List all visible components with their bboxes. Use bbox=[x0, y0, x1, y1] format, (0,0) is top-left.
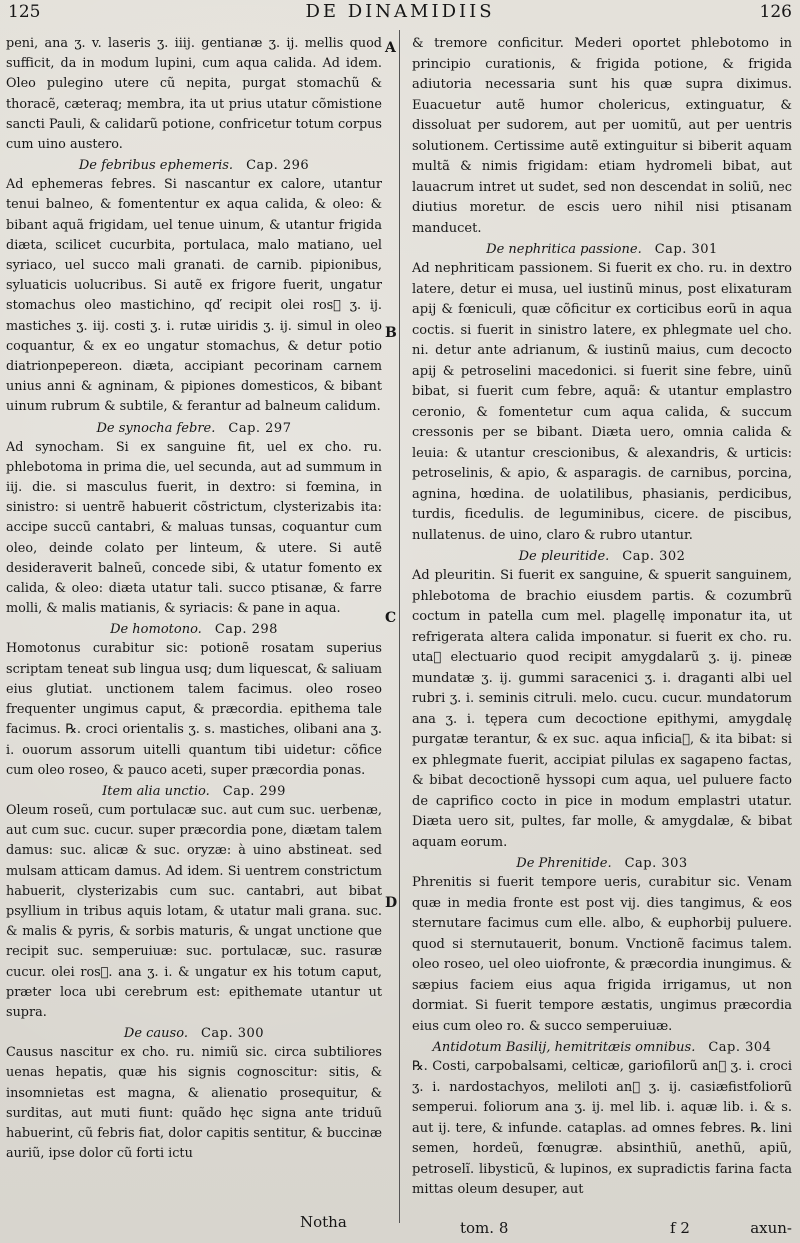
chapter-number: Cap. 302 bbox=[622, 549, 686, 564]
text-paragraph: Ad pleuritin. Si fuerit ex sanguine, & spuerit sanguinem, phlebotoma de brachio eiusdem partis. & cozumbrũ coctum in patella cum mel. plagellę imponatur ita, ut refrigerata altera calida imponatur. si fuerit ex cho. ru. utaᷓ electuario quod recipit amygdalarũ ʒ. ij. pineæ mundatæ ʒ. ij. gummi saracenici ʒ. i. draganti albi uel rubri ʒ. i. seminis citruli. melo. cucu. cucur. mundatorum ana ʒ. i. tępera cum decoctione epithymi, amygdalę purgatæ terantur, & ex suc. aqua inficiaᷓ, & ita bibat: si ex phlegmate fuerit, accipiat pilulas ex sagapeno factas, & bibat decoctionẽ hyssopi cum aqua, uel puluere facto de caprifico cocto in pice in modum emplastri utatur. Diæta uero sit, pultes, far molle, & amygdalæ, & bibat aquam eorum. bbox=[412, 568, 792, 850]
chapter-title: Antidotum Basilij, hemitritæis omnibus. bbox=[432, 1040, 696, 1055]
signature-tome: tom. 8 bbox=[460, 1219, 509, 1237]
text-paragraph: Ad ephemeras febres. Si nascantur ex calore, utantur tenui balneo, & fomententur ex aqua calida, & oleo: & bibant aquã frigidam, uel tenue uinum, & utantur frigida diæta, scilicet cucurbita, portulaca, malo matiano, uel syriaco, uel succo mali granati. de carnib. pipionibus, syluaticis uolucribus. Si autẽ ex frigore fuerit, ungatur stomachus oleo mastichino, qď recipit olei rosᷓ ʒ. ij. mastiches ʒ. iij. costi ʒ. i. rutæ uiridis ʒ. ij. simul in oleo coquantur, & ex eo ungatur stomachus, & detur potio diatrionpepereon. diæta, accipiant pecorinam carnem unius anni & agninam, & pipiones domesticos, & bibant uinum rubrum & subtile, & ferantur ad balneum calidum. bbox=[6, 177, 382, 415]
running-title: DE DINAMIDIIS bbox=[305, 1, 495, 22]
chapter-number: Cap. 303 bbox=[624, 856, 688, 871]
left-column bbox=[6, 34, 382, 1164]
text-paragraph: Oleum roseũ, cum portulacæ suc. aut cum suc. uerbenæ, aut cum suc. cucur. super præcordia pone, diætam talem damus: suc. alicæ & suc. oryzæ: à uino abstineat. sed mulsam atticam damus. Ad idem. Si uentrem constrictum habuerit, clysterizabis cum suc. cantabri, aut bibat psyllium in tribus aquis lotam, & utatur mali grana. suc. & malis & pyris, & sorbis maturis, & ungat unctione que recipit suc. semperuiuæ: suc. portulacæ, suc. rasuræ cucur. olei rosᷓ. ana ʒ. i. & ungatur ex his totum caput, præter loca ubi cerebrum est: epithemate utantur ut supra. bbox=[6, 802, 382, 1020]
right-column bbox=[412, 34, 792, 1201]
text-paragraph: Ad synocham. Si ex sanguine fit, uel ex cho. ru. phlebotoma in prima die, uel secunda, aut ad summum in iij. die. si masculus fuerit, in dextro: si fœmina, in sinistro: si uentrẽ habuerit cõstrictum, clysterizabis ita: accipe succũ cantabri, & maluas tunsas, coquantur cum oleo, deinde colato per linteum, & utere. Si autẽ desideraverit balneũ, concede sibi, & utatur fomento ex calida, & oleo: diæta utatur tali. succo ptisanæ, & farre molli, & malis matianis, & syriacis: & pane in aqua. bbox=[6, 439, 382, 617]
text-paragraph: Ad nephriticam passionem. Si fuerit ex cho. ru. in dextro latere, detur ei musa, uel iustinũ minus, post elixaturam apij & fœniculi, quæ cõficitur ex corticibus eorũ in aqua coctis. si fuerit in sinistro latere, ex phlegmate uel cho. ni. detur ante adrianum, & iustinũ maius, cum decocto apij & petroselini macedonici. si fuerit sine febre, uinũ bibat, si fuerit cum febre, aquã: & utantur emplastro ceronio, & fomentetur cum aqua calida, & succum cressonis per se bibant. Diæta uero, omnia calida & leuia: & utantur crescionibus, & alexandris, & urticis: petroselinis, & apio, & asparagis. de carnibus, porcina, agnina, hœdina. de uolatilibus, phasianis, perdicibus, turdis, ficedulis. de leguminibus, cicere. de piscibus, nullatenus. de uino, claro & rubro utantur. bbox=[412, 261, 792, 543]
chapter-number: Cap. 301 bbox=[654, 242, 718, 257]
chapter-title: De causo. bbox=[123, 1026, 188, 1042]
margin-marker-a: A bbox=[385, 40, 396, 56]
chapter-heading bbox=[412, 854, 792, 873]
chapter-heading bbox=[6, 1024, 382, 1043]
text-paragraph: ℞. Costi, carpobalsami, celticæ, gariofilorũ anᷓ ʒ. i. croci ʒ. i. nardostachyos, meliloti anᷓ ʒ. ij. casiæfistfoliorũ semperui. foliorum ana ʒ. ij. mel lib. i. aquæ lib. i. & s. aut ij. tere, & infunde. cataplas. ad omnes febres. ℞. lini semen, hordeũ, fœnugræ. absinthiũ, anethũ, apiũ, petroselĩ. libysticũ, & lupinos, ex supradictis farina facta mittas oleum desuper, aut bbox=[412, 1059, 792, 1197]
text-paragraph: Causus nascitur ex cho. ru. nimiũ sic. circa subtiliores uenas hepatis, quæ his signis cognoscitur: sitis, & insomnietas est magna, & alienatio prosequitur, & surditas, aut muti fiunt: quãdo hęc signa ante triduũ habuerint, cũ febris fiat, dolor capitis sentitur, & buccinæ auriũ, ipse dolor cũ forti ictu bbox=[6, 1045, 382, 1162]
catchword-left: Notha bbox=[300, 1213, 347, 1231]
margin-marker-c: C bbox=[385, 610, 397, 626]
chapter-heading bbox=[412, 1038, 792, 1057]
chapter-title: De synocha febre. bbox=[96, 420, 216, 436]
chapter-heading bbox=[6, 782, 382, 801]
chapter-number: Cap. 296 bbox=[246, 158, 310, 174]
text-paragraph: & tremore conficitur. Mederi oportet phlebotomo in principio curationis, & frigida potione, & frigida adiutoria necessaria sunt his quæ supra diximus. Euacuetur autẽ humor cholericus, extinguatur, & dissoluat per sudorem, aut per uomitũ, aut per uentris solutionem. Certissime autẽ extinguitur si biberit aquam multã & nimis frigidam: etiam hydromeli bibat, aut lauacrum intret ut sudet, sed non descendat in soliũ, nec diutius moretur. de escis uero nihil nisi ptisanam manducet. bbox=[412, 36, 792, 236]
chapter-number: Cap. 299 bbox=[222, 783, 286, 799]
chapter-number: Cap. 297 bbox=[228, 420, 292, 436]
chapter-title: Item alia unctio. bbox=[102, 783, 210, 799]
text-paragraph: Homotonus curabitur sic: potionẽ rosatam superius scriptam teneat sub lingua usq; dum liquescat, & saliuam eius glutiat. unctionem talem facimus. oleo roseo frequenter ungimus caput, & præcordia. epithema tale facimus. ℞. croci orientalis ʒ. s. mastiches, olibani ana ʒ. i. ouorum assorum uitelli quantum tibi uidetur: cõfice cum oleo roseo, & pauco aceti, super præcordia ponas. bbox=[6, 641, 382, 778]
margin-marker-d: D bbox=[385, 895, 398, 911]
column-divider bbox=[399, 30, 400, 1223]
chapter-heading bbox=[412, 547, 792, 566]
signature-mark: f 2 bbox=[670, 1219, 690, 1237]
text-paragraph: Phrenitis si fuerit tempore ueris, curabitur sic. Venam quæ in media fronte est post vij. dies tangimus, & eos sternutare facimus cum elle. albo, & euphorbij puluere. quod si sternutauerit, bonum. Vnctionẽ facimus talem. oleo roseo, uel oleo uiofronte, & præcordia inungimus. & sæpius faciem eius aqua frigida irrigamus, ut non dormiat. Si fuerit tempore æstatis, ungimus præcordia eius cum oleo ro. & succo semperuiuæ. bbox=[412, 875, 792, 1034]
chapter-number: Cap. 300 bbox=[200, 1026, 265, 1042]
catchword-right: axun- bbox=[750, 1219, 792, 1237]
page-number-right: 126 bbox=[759, 2, 792, 22]
chapter-heading bbox=[6, 419, 382, 438]
chapter-heading bbox=[6, 156, 382, 175]
chapter-heading bbox=[6, 620, 382, 639]
chapter-number: Cap. 304 bbox=[708, 1040, 772, 1055]
chapter-title: De Phrenitide. bbox=[516, 856, 612, 871]
running-head bbox=[8, 0, 792, 26]
margin-marker-b: B bbox=[385, 325, 397, 341]
chapter-title: De nephritica passione. bbox=[486, 242, 642, 257]
chapter-number: Cap. 298 bbox=[214, 622, 278, 638]
chapter-title: De pleuritide. bbox=[518, 549, 610, 564]
text-paragraph: peni, ana ʒ. v. laseris ʒ. iiij. gentianæ ʒ. ij. mellis quod sufficit, da in modum lupini, cum aqua calida. Ad idem. Oleo pulegino utere cũ nepita, purgat stomachũ & thoracẽ, cæteraq; membra, ita ut prius utatur cõmistione sancti Pauli, & calidarũ potione, confricetur totum corpus cum uino austero. bbox=[6, 36, 382, 153]
page-number-left: 125 bbox=[8, 2, 41, 22]
chapter-title: De febribus ephemeris. bbox=[78, 158, 234, 174]
chapter-heading bbox=[412, 240, 792, 259]
page-footer bbox=[0, 1213, 800, 1239]
chapter-title: De homotono. bbox=[110, 622, 202, 638]
